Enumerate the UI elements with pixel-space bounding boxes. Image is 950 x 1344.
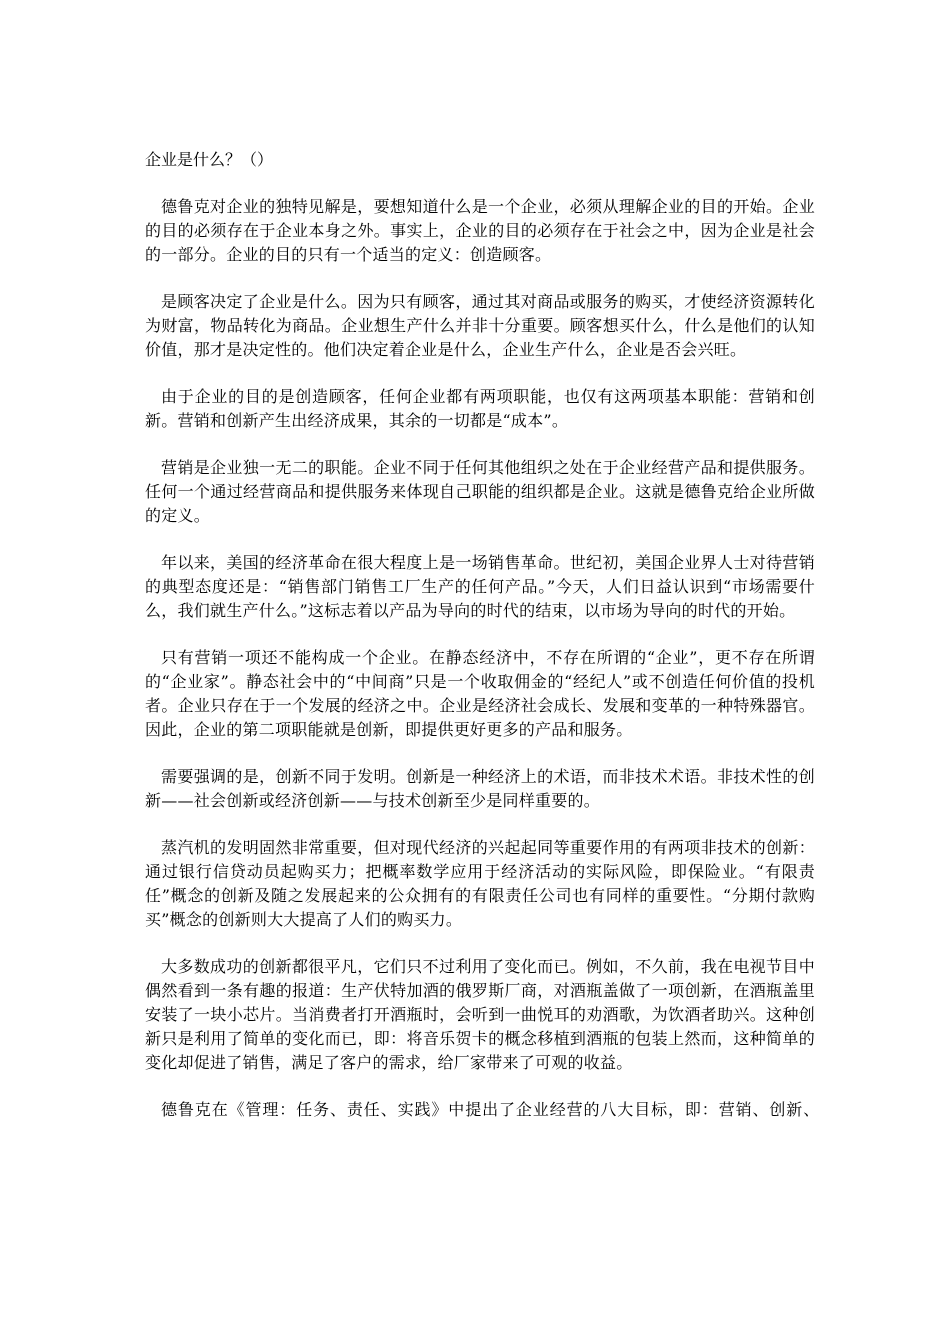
paragraph-8: 蒸汽机的发明固然非常重要，但对现代经济的兴起起同等重要作用的有两项非技术的创新：通过银行信贷动员起购买力；把概率数学应用于经济活动的实际风险，即保险业。“有限责任”概念的创新及随之发展起来的公众拥有的有限责任公司也有同样的重要性。“分期付款购买”概念的创新则大大提高了人们的购买力。 [145,838,815,929]
paragraph-4: 营销是企业独一无二的职能。企业不同于任何其他组织之处在于企业经营产品和提供服务。任何一个通过经营商品和提供服务来体现自己职能的组织都是企业。这就是德鲁克给企业所做的定义。 [145,458,815,525]
paragraph-6: 只有营销一项还不能构成一个企业。在静态经济中，不存在所谓的“企业”，更不存在所谓的“企业家”。静态社会中的“中间商”只是一个收取佣金的“经纪人”或不创造任何价值的投机者。企业只存在于一个发展的经济之中。企业是经济社会成长、发展和变革的一种特殊器官。因此，企业的第二项职能就是创新，即提供更好更多的产品和服务。 [145,648,815,739]
paragraph-2: 是顾客决定了企业是什么。因为只有顾客，通过其对商品或服务的购买，才使经济资源转化为财富，物品转化为商品。企业想生产什么并非十分重要。顾客想买什么，什么是他们的认知价值，那才是决定性的。他们决定着企业是什么，企业生产什么，企业是否会兴旺。 [145,292,815,359]
paragraph-10: 德鲁克在《管理：任务、责任、实践》中提出了企业经营的八大目标，即：营销、创新、 [161,1100,821,1119]
document-page [145,148,821,1145]
paragraph-5: 年以来，美国的经济革命在很大程度上是一场销售革命。世纪初，美国企业界人士对待营销的典型态度还是：“销售部门销售工厂生产的任何产品。”今天，人们日益认识到“市场需要什么，我们就生产什么。”这标志着以产品为导向的时代的结束，以市场为导向的时代的开始。 [145,553,815,620]
paragraph-7: 需要强调的是，创新不同于发明。创新是一种经济上的术语，而非技术术语。非技术性的创新——社会创新或经济创新——与技术创新至少是同样重要的。 [145,767,815,810]
paragraph-9: 大多数成功的创新都很平凡，它们只不过利用了变化而已。例如，不久前，我在电视节目中偶然看到一条有趣的报道：生产伏特加酒的俄罗斯厂商，对酒瓶盖做了一项创新，在酒瓶盖里安装了一块小芯片。当消费者打开酒瓶时，会听到一曲悦耳的劝酒歌，为饮酒者助兴。这种创新只是利用了简单的变化而已，即：将音乐贺卡的概念移植到酒瓶的包装上然而，这种简单的变化却促进了销售，满足了客户的需求，给厂家带来了可观的收益。 [145,957,815,1072]
paragraph-3: 由于企业的目的是创造顾客，任何企业都有两项职能，也仅有这两项基本职能：营销和创新。营销和创新产生出经济成果，其余的一切都是“成本”。 [145,387,815,430]
paragraph-1: 德鲁克对企业的独特见解是，要想知道什么是一个企业，必须从理解企业的目的开始。企业的目的必须存在于企业本身之外。事实上，企业的目的必须存在于社会之中，因为企业是社会的一部分。企业的目的只有一个适当的定义：创造顾客。 [145,197,815,264]
document-title: 企业是什么？（） [145,150,274,169]
